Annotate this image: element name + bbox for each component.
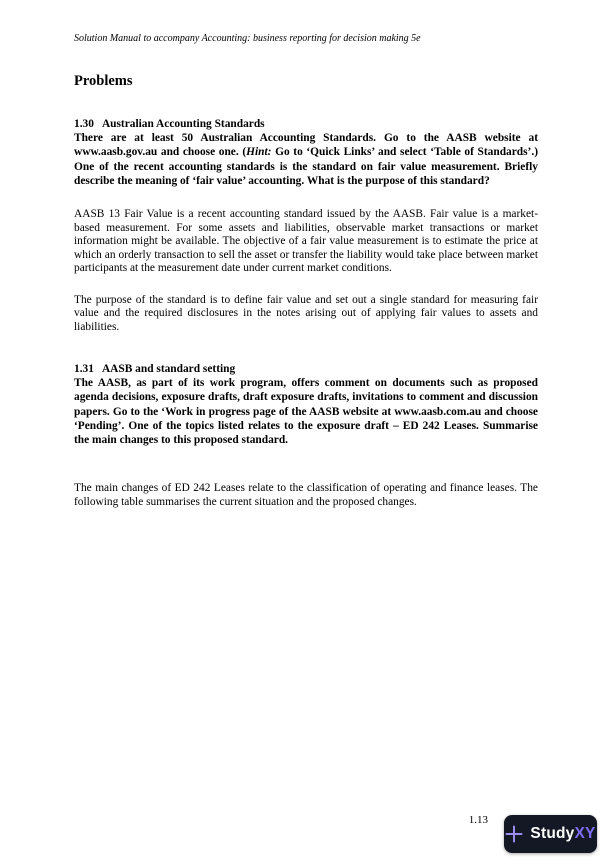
problem-number: 1.31	[74, 363, 94, 376]
problem-1-30	[74, 117, 538, 334]
studyxy-brand-badge[interactable]	[504, 815, 597, 853]
brand-name-primary: Study	[530, 825, 575, 842]
problem-title: AASB and standard setting	[101, 363, 236, 376]
brand-name-accent: XY	[574, 825, 596, 842]
problem-question: The AASB, as part of its work program, offers comment on documents such as proposed agenda decisions, exposure drafts, draft exposure drafts, invitations to comment and discussion papers. Go to the ‘Work in progress page of the AASB website at www.aasb.com.au and choose ‘Pending’. One of the topics listed relates to the exposure draft – ED 242 Leases. Summarise the main changes to this proposed standard.	[74, 377, 538, 447]
problem-question	[74, 131, 538, 188]
answer-paragraph: The main changes of ED 242 Leases relate to the classification of operating and finance leases. The following table summarises the current situation and the proposed changes.	[74, 482, 538, 508]
problem-number: 1.30	[74, 118, 94, 130]
answer-paragraph: AASB 13 Fair Value is a recent accounting standard issued by the AASB. Fair value is a market-based measurement. For some assets and liabilities, observable market transactions or market information might be available. The objective of a fair value measurement is to estimate the price at which an orderly transaction to sell the asset or transfer the liability would take place between market participants at the measurement date under current market conditions.	[74, 208, 538, 275]
plus-icon	[505, 825, 523, 843]
page-title: Problems	[74, 73, 133, 89]
running-header: Solution Manual to accompany Accounting: business reporting for decision making 5e	[74, 33, 421, 44]
problem-title: Australian Accounting Standards	[101, 118, 265, 130]
document-page	[74, 0, 538, 509]
problem-heading	[74, 362, 538, 376]
problem-heading	[74, 117, 538, 131]
answer-paragraph: The purpose of the standard is to define fair value and set out a single standard for measuring fair value and the required disclosures in the notes arising out of applying fair values to assets and liabilities.	[74, 293, 538, 333]
question-text-pre-hint: There are at least 50 Australian Accounting Standards. Go to the AASB website at www.aasb.gov.au and choose one. (	[74, 132, 538, 159]
hint-label: Hint:	[246, 146, 272, 159]
brand-wordmark	[530, 825, 595, 843]
problem-1-31	[74, 362, 538, 509]
page-number: 1.13	[468, 814, 488, 826]
question-text-post-hint: Go to ‘Quick Links’ and select ‘Table of Standards’.) One of the recent accounting standards is the standard on fair value measurement. Briefly describe the meaning of ‘fair value’ accounting. What is the purpose of this standard?	[74, 146, 538, 187]
